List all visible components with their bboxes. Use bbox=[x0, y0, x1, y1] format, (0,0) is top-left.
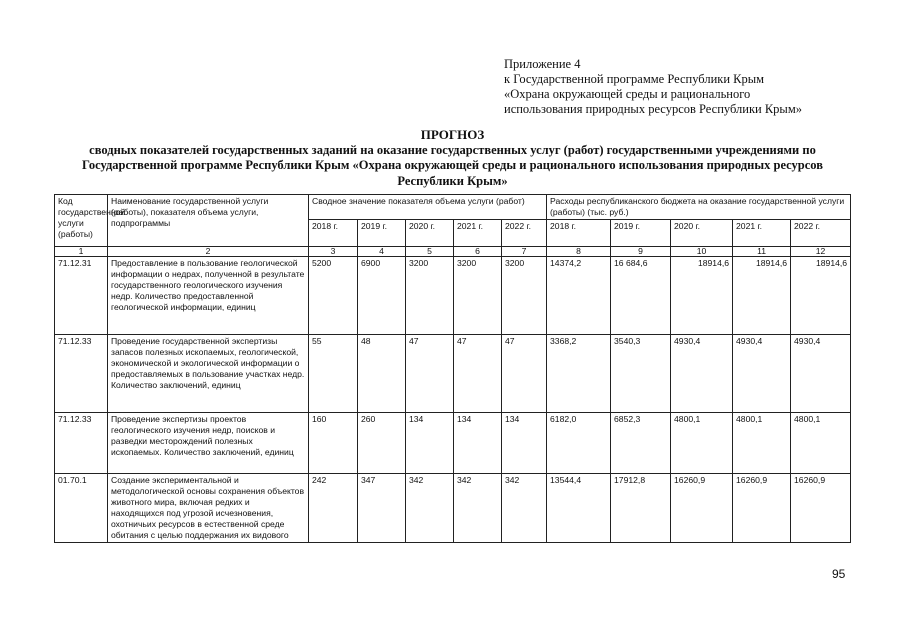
budget-value: 4800,1 bbox=[671, 413, 733, 474]
header-budget: Расходы республиканского бюджета на оказание государственной услуги (работы) (тыс. руб.) bbox=[547, 195, 851, 220]
budget-value: 14374,2 bbox=[547, 257, 611, 335]
volume-value: 3200 bbox=[454, 257, 502, 335]
table-row bbox=[55, 257, 851, 335]
header-volume: Сводное значение показателя объема услуги (работ) bbox=[309, 195, 547, 220]
column-number: 5 bbox=[406, 247, 454, 257]
column-number: 6 bbox=[454, 247, 502, 257]
volume-value: 134 bbox=[406, 413, 454, 474]
column-number: 7 bbox=[502, 247, 547, 257]
volume-value: 55 bbox=[309, 335, 358, 413]
budget-value: 16260,9 bbox=[791, 474, 851, 543]
budget-value: 4930,4 bbox=[733, 335, 791, 413]
appendix-line: «Охрана окружающей среды и рационального bbox=[504, 87, 751, 101]
budget-value: 4800,1 bbox=[733, 413, 791, 474]
header-year: 2018 г. bbox=[309, 220, 358, 247]
volume-value: 5200 bbox=[309, 257, 358, 335]
header-code: Код государственной услуги (работы) bbox=[55, 195, 108, 247]
service-name: Предоставление в пользование геологической информации о недрах, полученной в результате государственного геологического изучения недр. Количество предоставленной геологической информации, единиц bbox=[108, 257, 309, 335]
budget-value: 6182,0 bbox=[547, 413, 611, 474]
table-row bbox=[55, 335, 851, 413]
budget-value: 3368,2 bbox=[547, 335, 611, 413]
budget-value: 16 684,6 bbox=[611, 257, 671, 335]
volume-value: 3200 bbox=[502, 257, 547, 335]
volume-value: 342 bbox=[454, 474, 502, 543]
service-name: Проведение экспертизы проектов геологического изучения недр, поисков и разведки месторождений полезных ископаемых. Количество заключений, единиц bbox=[108, 413, 309, 474]
header-name: Наименование государственной услуги (работы), показателя объема услуги, подпрограммы bbox=[108, 195, 309, 247]
column-number: 8 bbox=[547, 247, 611, 257]
service-name: Проведение государственной экспертизы запасов полезных ископаемых, геологической, экономической и экологической информации о предоставляемых в пользование участках недр. Количество заключений, единиц bbox=[108, 335, 309, 413]
volume-value: 47 bbox=[454, 335, 502, 413]
volume-value: 48 bbox=[358, 335, 406, 413]
table-row bbox=[55, 474, 851, 543]
header-year: 2021 г. bbox=[454, 220, 502, 247]
budget-value: 4800,1 bbox=[791, 413, 851, 474]
header-year: 2021 г. bbox=[733, 220, 791, 247]
volume-value: 342 bbox=[502, 474, 547, 543]
budget-value: 18914,6 bbox=[791, 257, 851, 335]
column-number: 11 bbox=[733, 247, 791, 257]
appendix-caption bbox=[504, 57, 884, 117]
appendix-line: Приложение 4 bbox=[504, 57, 581, 71]
budget-value: 16260,9 bbox=[733, 474, 791, 543]
budget-value: 18914,6 bbox=[671, 257, 733, 335]
volume-value: 47 bbox=[502, 335, 547, 413]
header-year: 2019 г. bbox=[611, 220, 671, 247]
volume-value: 160 bbox=[309, 413, 358, 474]
volume-value: 6900 bbox=[358, 257, 406, 335]
budget-value: 4930,4 bbox=[671, 335, 733, 413]
table-row bbox=[55, 413, 851, 474]
appendix-line: к Государственной программе Республики Крым bbox=[504, 72, 765, 86]
column-number: 2 bbox=[108, 247, 309, 257]
column-number: 12 bbox=[791, 247, 851, 257]
volume-value: 347 bbox=[358, 474, 406, 543]
volume-value: 134 bbox=[454, 413, 502, 474]
budget-value: 16260,9 bbox=[671, 474, 733, 543]
volume-value: 242 bbox=[309, 474, 358, 543]
volume-value: 342 bbox=[406, 474, 454, 543]
service-code: 71.12.33 bbox=[55, 335, 108, 413]
header-year: 2020 г. bbox=[671, 220, 733, 247]
budget-value: 6852,3 bbox=[611, 413, 671, 474]
header-year: 2018 г. bbox=[547, 220, 611, 247]
header-year: 2022 г. bbox=[502, 220, 547, 247]
budget-value: 18914,6 bbox=[733, 257, 791, 335]
column-number: 9 bbox=[611, 247, 671, 257]
volume-value: 3200 bbox=[406, 257, 454, 335]
title-line: сводных показателей государственных заданий на оказание государственных услуг (работ) государственными учреждениями по bbox=[89, 142, 816, 157]
volume-value: 260 bbox=[358, 413, 406, 474]
appendix-line: использования природных ресурсов Республики Крым» bbox=[504, 102, 802, 116]
title-heading: ПРОГНОЗ bbox=[420, 127, 485, 142]
column-number: 3 bbox=[309, 247, 358, 257]
page-number: 95 bbox=[832, 567, 846, 581]
column-number: 1 bbox=[55, 247, 108, 257]
header-year: 2019 г. bbox=[358, 220, 406, 247]
volume-value: 134 bbox=[502, 413, 547, 474]
column-number: 10 bbox=[671, 247, 733, 257]
column-number-row bbox=[55, 247, 851, 257]
header-year: 2020 г. bbox=[406, 220, 454, 247]
budget-value: 4930,4 bbox=[791, 335, 851, 413]
budget-value: 13544,4 bbox=[547, 474, 611, 543]
forecast-table bbox=[54, 194, 851, 543]
service-code: 71.12.33 bbox=[55, 413, 108, 474]
volume-value: 47 bbox=[406, 335, 454, 413]
title-line: Государственной программе Республики Крым «Охрана окружающей среды и рационального использования природных ресурсов bbox=[82, 158, 823, 172]
budget-value: 3540,3 bbox=[611, 335, 671, 413]
service-code: 71.12.31 bbox=[55, 257, 108, 335]
service-code: 01.70.1 bbox=[55, 474, 108, 543]
document-title bbox=[40, 127, 865, 189]
column-number: 4 bbox=[358, 247, 406, 257]
header-year: 2022 г. bbox=[791, 220, 851, 247]
budget-value: 17912,8 bbox=[611, 474, 671, 543]
service-name: Создание экспериментальной и методологической основы сохранения объектов животного мира, включая редких и находящихся под угрозой исчезновения, охотничьих ресурсов в естественной среде обитания с целью поддержания их видового bbox=[108, 474, 309, 543]
title-line: Республики Крым» bbox=[397, 173, 508, 188]
